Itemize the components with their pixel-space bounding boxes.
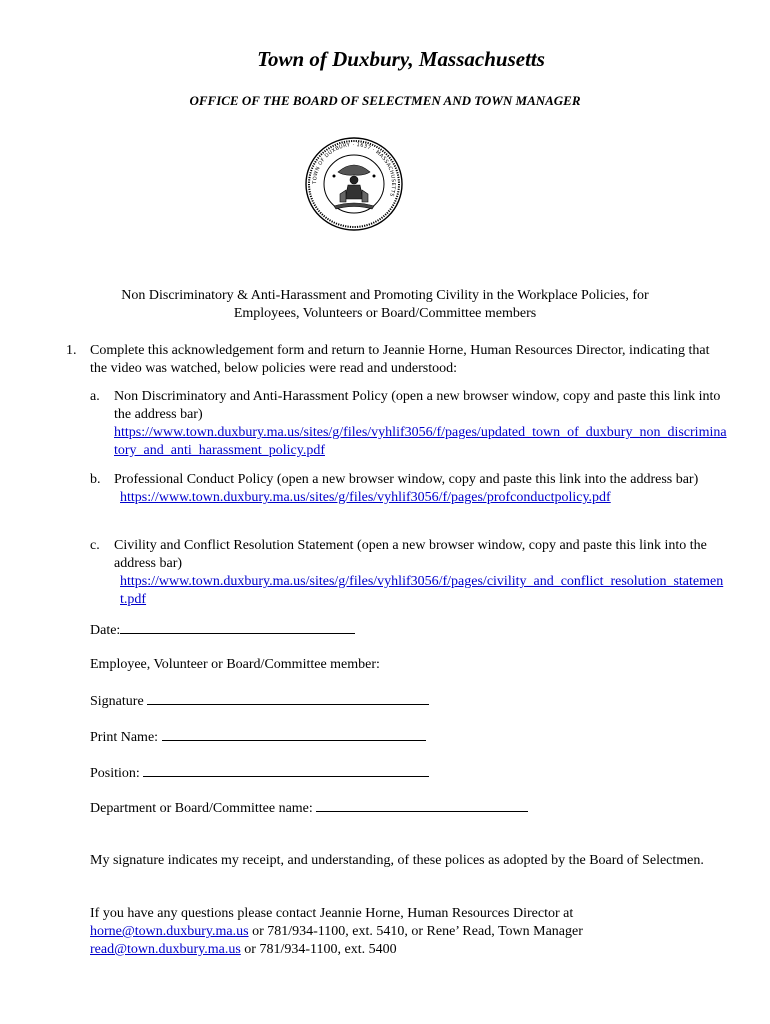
signature-input-line[interactable] bbox=[147, 691, 429, 705]
policy-c-text: Civility and Conflict Resolution Statement (open a new browser window, copy and paste this link into the address bar) bbox=[114, 538, 707, 571]
policy-a-text: Non Discriminatory and Anti-Harassment Policy (open a new browser window, copy and paste this link into the address bar) bbox=[114, 389, 721, 422]
read-email-link[interactable]: read@town.duxbury.ma.us bbox=[90, 942, 241, 957]
contact-intro: If you have any questions please contact Jeannie Horne, Human Resources Director at bbox=[90, 906, 574, 921]
town-title: Town of Duxbury, Massachusetts bbox=[257, 47, 545, 71]
policy-b-letter: b. bbox=[90, 472, 101, 487]
date-input-line[interactable] bbox=[120, 620, 355, 634]
department-label: Department or Board/Committee name: bbox=[90, 801, 313, 816]
policy-c bbox=[114, 537, 729, 609]
policy-c-link[interactable]: https://www.town.duxbury.ma.us/sites/g/files/vyhlif3056/f/pages/civility_and_conflict_resolution_statement.pdf bbox=[120, 574, 724, 607]
policy-a-link[interactable]: https://www.town.duxbury.ma.us/sites/g/files/vyhlif3056/f/pages/updated_town_of_duxbury_non_discriminatory_and_anti_harassment_policy.pdf bbox=[114, 425, 727, 458]
town-seal-icon bbox=[304, 136, 404, 232]
office-subtitle: OFFICE OF THE BOARD OF SELECTMEN AND TOWN MANAGER bbox=[189, 93, 581, 108]
item-instructions: Complete this acknowledgement form and return to Jeannie Horne, Human Resources Director, indicating that the video was watched, below policies were read and understood: bbox=[90, 343, 710, 376]
print-name-field bbox=[90, 727, 426, 747]
policy-b-text: Professional Conduct Policy (open a new browser window, copy and paste this link into the address bar) bbox=[114, 472, 699, 487]
policy-b bbox=[114, 471, 729, 507]
position-field bbox=[90, 763, 429, 783]
contact-mid: or 781/934-1100, ext. 5410, or Rene’ Read, Town Manager bbox=[248, 924, 583, 939]
contact-end: or 781/934-1100, ext. 5400 bbox=[240, 942, 397, 957]
policy-c-letter: c. bbox=[90, 538, 100, 553]
date-label: Date: bbox=[90, 623, 121, 638]
signature-field bbox=[90, 691, 429, 711]
contact-info bbox=[90, 905, 710, 959]
print-name-label: Print Name: bbox=[90, 730, 159, 745]
horne-email-link[interactable]: horne@town.duxbury.ma.us bbox=[90, 924, 249, 939]
policy-heading-line2: Employees, Volunteers or Board/Committee members bbox=[233, 306, 537, 321]
member-label: Employee, Volunteer or Board/Committee member: bbox=[90, 657, 380, 672]
policy-heading-line1: Non Discriminatory & Anti-Harassment and Promoting Civility in the Workplace Policies, for bbox=[121, 288, 649, 303]
department-field bbox=[90, 798, 528, 818]
position-label: Position: bbox=[90, 766, 140, 781]
seal-ring-text: TOWN OF DUXBURY · 1637 · MASSACHUSETTS bbox=[311, 141, 397, 198]
signature-label: Signature bbox=[90, 694, 144, 709]
signature-statement: My signature indicates my receipt, and understanding, of these polices as adopted by the Board of Selectmen. bbox=[90, 853, 704, 868]
department-input-line[interactable] bbox=[316, 798, 528, 812]
policy-heading bbox=[60, 287, 710, 323]
policy-a bbox=[114, 388, 729, 460]
policy-b-link[interactable]: https://www.town.duxbury.ma.us/sites/g/files/vyhlif3056/f/pages/profconductpolicy.pdf bbox=[120, 490, 611, 505]
print-name-input-line[interactable] bbox=[162, 727, 426, 741]
item-number: 1. bbox=[66, 343, 77, 358]
date-field bbox=[90, 620, 355, 640]
policy-a-letter: a. bbox=[90, 389, 100, 404]
position-input-line[interactable] bbox=[143, 763, 429, 777]
